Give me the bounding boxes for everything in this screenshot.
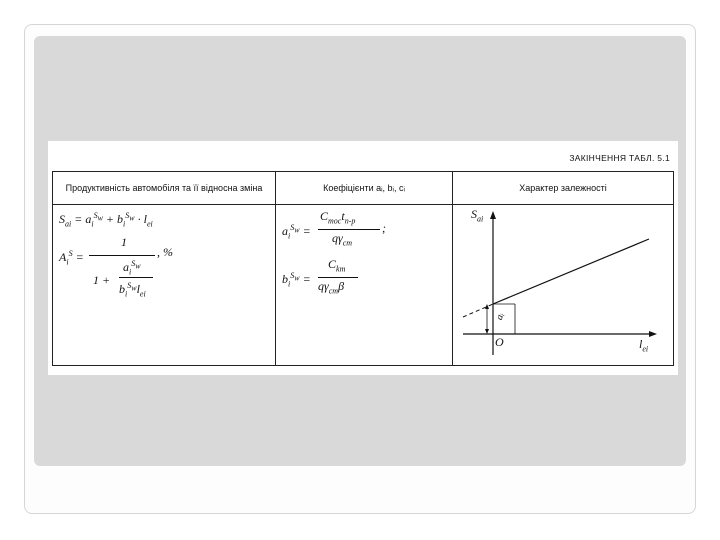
fraction-bar-main	[89, 255, 155, 256]
y-axis-arrow-icon	[490, 211, 496, 219]
f1-s-sub: ai	[65, 219, 72, 229]
formula-productivity: $S_{ai} = a_i^{S_w} + b_i^{S_w} \cdot l_{ei}$	[59, 211, 153, 229]
coef-a-den: $q\gamma_{cm}$	[332, 231, 353, 248]
coef-b-num: $C_{km}$	[328, 257, 346, 274]
f1-b: + b	[105, 212, 124, 226]
x-axis-label: $l_{ei}$	[639, 337, 649, 354]
coef-b-lhs: $b_i^{S_w}$ =	[282, 271, 311, 289]
header-coefficients: Коефіцієнти aᵢ, bᵢ, cᵢ	[276, 172, 453, 205]
header-productivity: Продуктивність автомобіля та її відносна зміна	[53, 172, 276, 205]
header-dependence: Характер залежності	[453, 172, 674, 205]
dependence-line	[493, 239, 649, 304]
intercept-label: aᵢ	[494, 311, 507, 322]
f1-l: · l	[137, 212, 147, 226]
extrapolation-line	[463, 304, 493, 317]
formula-relative-change-tail: , %	[157, 245, 173, 259]
fraction-bar-inner	[119, 277, 153, 278]
coef-b-bar	[318, 277, 358, 278]
f1-s: S	[59, 212, 65, 226]
dimension-arrow-up-icon	[485, 304, 489, 309]
origin-label: O	[495, 335, 504, 349]
coef-a-tail: ;	[382, 221, 386, 235]
cell-dependence-graph	[453, 205, 674, 366]
y-axis-label: $S_{ai}$	[471, 207, 484, 224]
coef-a-num: $C_{moc}t_{n-p}$	[320, 209, 356, 226]
cell-productivity	[53, 205, 276, 366]
f1-a: = a	[74, 212, 92, 226]
dimension-arrow-down-icon	[485, 329, 489, 334]
formula-relative-change-lhs: $A_i^S$ =	[59, 249, 84, 267]
formula-inner-den: $b_i^{S_w}l_{ei}$	[119, 281, 146, 299]
cell-coefficients	[276, 205, 453, 366]
coef-b-den: $q\gamma_{cm}\beta$	[318, 279, 345, 296]
formula-inner-num: $a_i^{S_w}$	[123, 259, 141, 277]
formula-relative-change-num: 1	[121, 235, 127, 249]
formula-one-plus: 1 +	[93, 273, 111, 287]
scanned-table-image	[48, 141, 678, 375]
formula-table	[52, 171, 674, 366]
table-caption: ЗАКІНЧЕННЯ ТАБЛ. 5.1	[569, 153, 670, 163]
coef-a-lhs: $a_i^{S_w}$ =	[282, 223, 311, 241]
coef-a-bar	[318, 229, 380, 230]
x-axis-arrow-icon	[649, 331, 657, 337]
